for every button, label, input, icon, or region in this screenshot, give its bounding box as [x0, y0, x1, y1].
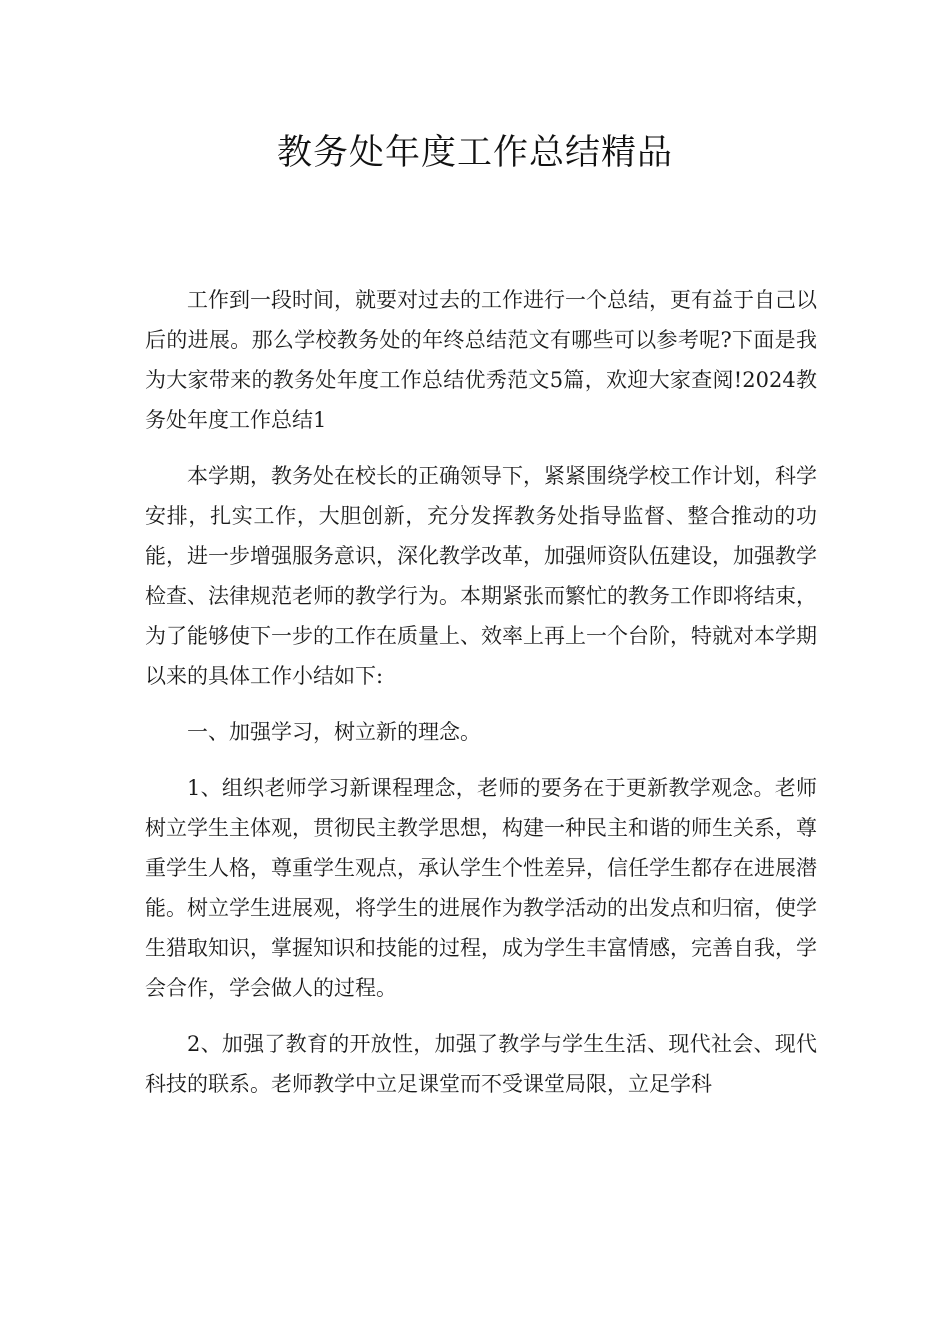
paragraph-item-1: 1、组织老师学习新课程理念，老师的要务在于更新教学观念。老师树立学生主体观，贯彻民主教学思想，构建一种民主和谐的师生关系，尊重学生人格，尊重学生观点，承认学生个性差异，信任学生都存在进展潜能。树立学生进展观，将学生的进展作为教学活动的出发点和归宿，使学生猎取知识，掌握知识和技能的过程，成为学生丰富情感，完善自我，学会合作，学会做人的过程。 [145, 776, 817, 1000]
document-title: 教务处年度工作总结精品 [276, 133, 673, 173]
document-body [145, 280, 817, 1104]
paragraph-intro: 工作到一段时间，就要对过去的工作进行一个总结，更有益于自己以后的进展。那么学校教务处的年终总结范文有哪些可以参考呢?下面是我为大家带来的教务处年度工作总结优秀范文5篇，欢迎大家查阅!2024教务处年度工作总结1 [145, 288, 817, 432]
paragraph-overview: 本学期，教务处在校长的正确领导下，紧紧围绕学校工作计划，科学安排，扎实工作，大胆创新，充分发挥教务处指导监督、整合推动的功能，进一步增强服务意识，深化教学改革，加强师资队伍建设，加强教学检查、法律规范老师的教学行为。本期紧张而繁忙的教务工作即将结束，为了能够使下一步的工作在质量上、效率上再上一个台阶，特就对本学期以来的具体工作小结如下: [145, 464, 817, 688]
paragraph-item-2: 2、加强了教育的开放性，加强了教学与学生生活、现代社会、现代科技的联系。老师教学中立足课堂而不受课堂局限，立足学科 [145, 1032, 817, 1096]
section-heading-1: 一、加强学习，树立新的理念。 [187, 720, 481, 744]
